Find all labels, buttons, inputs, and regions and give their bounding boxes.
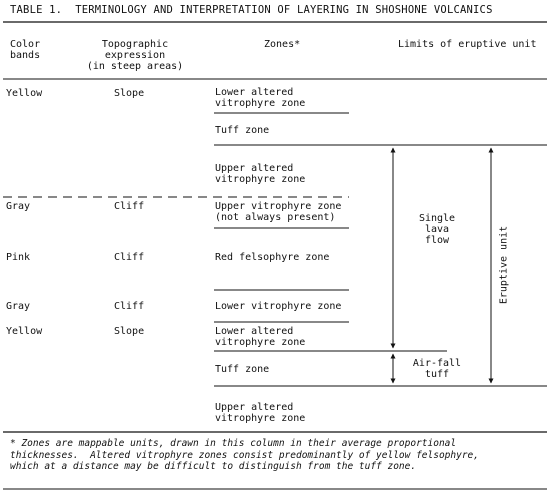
- topographic-expression: Slope: [114, 88, 145, 99]
- zone-label: Upper altered vitrophyre zone: [215, 402, 306, 424]
- footnote: * Zones are mappable units, drawn in this column in their average proportional thicknesses. Altered vitrophyre zones consist predominantly of yellow felsophyre, which at a distance may be difficult to distinguish from the tuff zone.: [10, 438, 479, 472]
- zone-label: Lower altered vitrophyre zone: [215, 326, 306, 348]
- zone-label: Lower altered vitrophyre zone: [215, 87, 306, 109]
- header-zones: Zones*: [264, 39, 301, 50]
- topographic-expression: Slope: [114, 326, 145, 337]
- zone-label: Upper vitrophyre zone (not always present): [215, 201, 342, 223]
- color-band: Gray: [6, 201, 31, 212]
- color-band: Yellow: [6, 326, 43, 337]
- color-band: Pink: [6, 252, 31, 263]
- topographic-expression: Cliff: [114, 252, 145, 263]
- zone-label: Tuff zone: [215, 125, 270, 136]
- zone-label: Lower vitrophyre zone: [215, 301, 342, 312]
- airfall-label: Air-fall tuff: [402, 358, 472, 380]
- table-title: TABLE 1. TERMINOLOGY AND INTERPRETATION OF LAYERING IN SHOSHONE VOLCANICS: [10, 4, 493, 16]
- header-limits: Limits of eruptive unit: [398, 39, 537, 50]
- zone-label: Tuff zone: [215, 364, 270, 375]
- eruptive-unit-label: Eruptive unit: [498, 225, 510, 305]
- lava-flow-label: Single lava flow: [402, 213, 472, 246]
- color-band: Yellow: [6, 88, 43, 99]
- topographic-expression: Cliff: [114, 201, 145, 212]
- header-topographic: Topographic expression (in steep areas): [86, 39, 184, 72]
- color-band: Gray: [6, 301, 31, 312]
- zone-label: Upper altered vitrophyre zone: [215, 163, 306, 185]
- topographic-expression: Cliff: [114, 301, 145, 312]
- header-color-bands: Color bands: [10, 39, 41, 61]
- zone-label: Red felsophyre zone: [215, 252, 330, 263]
